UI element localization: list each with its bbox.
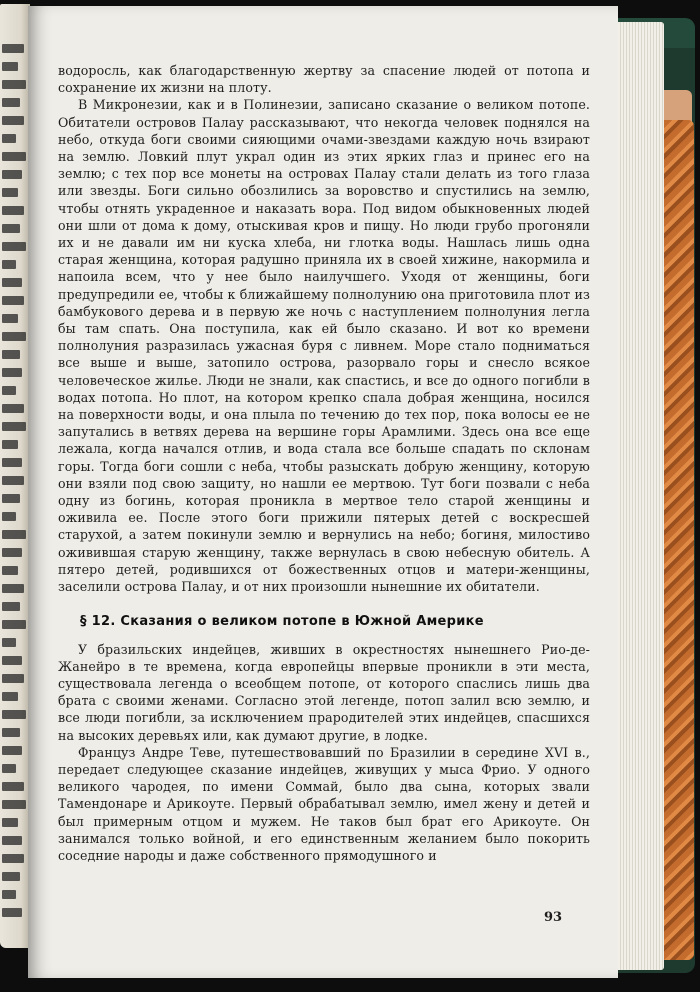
book-page: [28, 6, 618, 978]
headband: [662, 120, 694, 960]
page-body: [58, 62, 590, 864]
paragraph: У бразильских индейцев, живших в окрестностях нынешнего Рио-де-Жанейро в те времена, когда европейцы впервые проникли в эти места, существовала легенда о всеобщем потопе, от которого спаслись лишь два брата с своими женами. Согласно этой легенде, потоп залил всю землю, и все люди погибли, за исключением прародителей этих индейцев, спасшихся на высоких деревьях или, как думают другие, в лодке.: [58, 641, 590, 743]
paragraph: Француз Андре Теве, путешествовавший по Бразилии в середине XVI в., передает следующее сказание индейцев, живущих у мыса Фрио. У одного великого чародея, по имени Соммай, было два сына, которых звали Тамендонаре и Арикоуте. Первый обрабатывал землю, имел жену и детей и был примерным отцом и мужем. Не таков был брат его Арикоуте. Он занимался только войной, и его единственным желанием было покорить соседние народы и даже собственного прямодушного и: [58, 744, 590, 863]
headband-cap: [662, 90, 692, 122]
bottom-paragraphs: [58, 641, 590, 865]
paragraph: водоросль, как благодарственную жертву за спасение людей от потопа и сохранение их жизни на плоту.: [58, 63, 590, 96]
top-paragraphs: [58, 62, 590, 595]
left-facing-page: [0, 4, 30, 948]
paragraph: В Микронезии, как и в Полинезии, записано сказание о великом потопе. Обитатели островов Палау рассказывают, что некогда человек поднялся на небо, откуда боги своими сияющими очами-звездами каждую ночь взирают на землю. Ловкий плут украл один из этих ярких глаз и принес его на землю; с тех пор все монеты на островах Палау стали делать из того глаза или звезды. Боги сильно обозлились за воровство и спустились на землю, чтобы отнять украденное и наказать вора. Под видом обыкновенных людей они шли от дома к дому, отыскивая кров и пищу. Но люди грубо прогоняли их и не давали им ни куска хлеба, ни глотка воды. Нашлась лишь одна старая женщина, которая радушно приняла их в своей хижине, накормила и напоила всем, что у нее было наилучшего. Уходя от женщины, боги предупредили ее, чтобы к ближайшему полнолунию она приготовила плот из бамбукового дерева и в первую же ночь с наступлением полнолуния легла бы там спать. Она поступила, как ей было сказано. И вот ко времени полнолуния разразилась ужасная буря с ливнем. Море стало подниматься все выше и выше, затопило острова, разорвало горы и снесло всякое человеческое жилье. Люди не знали, как спастись, и все до одного погибли в водах потопа. Но плот, на котором крепко спала добрая женщина, носился на поверхности воды, и она плыла по течению до тех пор, пока волосы ее не запутались в ветвях дерева на вершине горы Арамлими. Здесь она все еще лежала, когда начался отлив, и вода стала все больше спадать по склонам горы. Тогда боги сошли с неба, чтобы разыскать добрую женщину, которую они взяли под свою защиту, но нашли ее мертвою. Тут боги позвали с неба одну из богинь, которая проникла в мертвое тело старой женщины и оживила ее. После этого боги прижили пятерых детей с воскресшей старухой, а затем покинули землю и вернулись на небо; богиня, милостиво оживившая старую женщину, также вернулась в свою небесную обитель. А пятеро детей, родившихся от божественных отцов и матери-женщины, заселили острова Палау, и от них произошли нынешние их обитатели.: [58, 97, 590, 595]
page-number: 93: [544, 910, 563, 925]
section-heading: § 12. Сказания о великом потопе в Южной Америке: [80, 614, 484, 630]
